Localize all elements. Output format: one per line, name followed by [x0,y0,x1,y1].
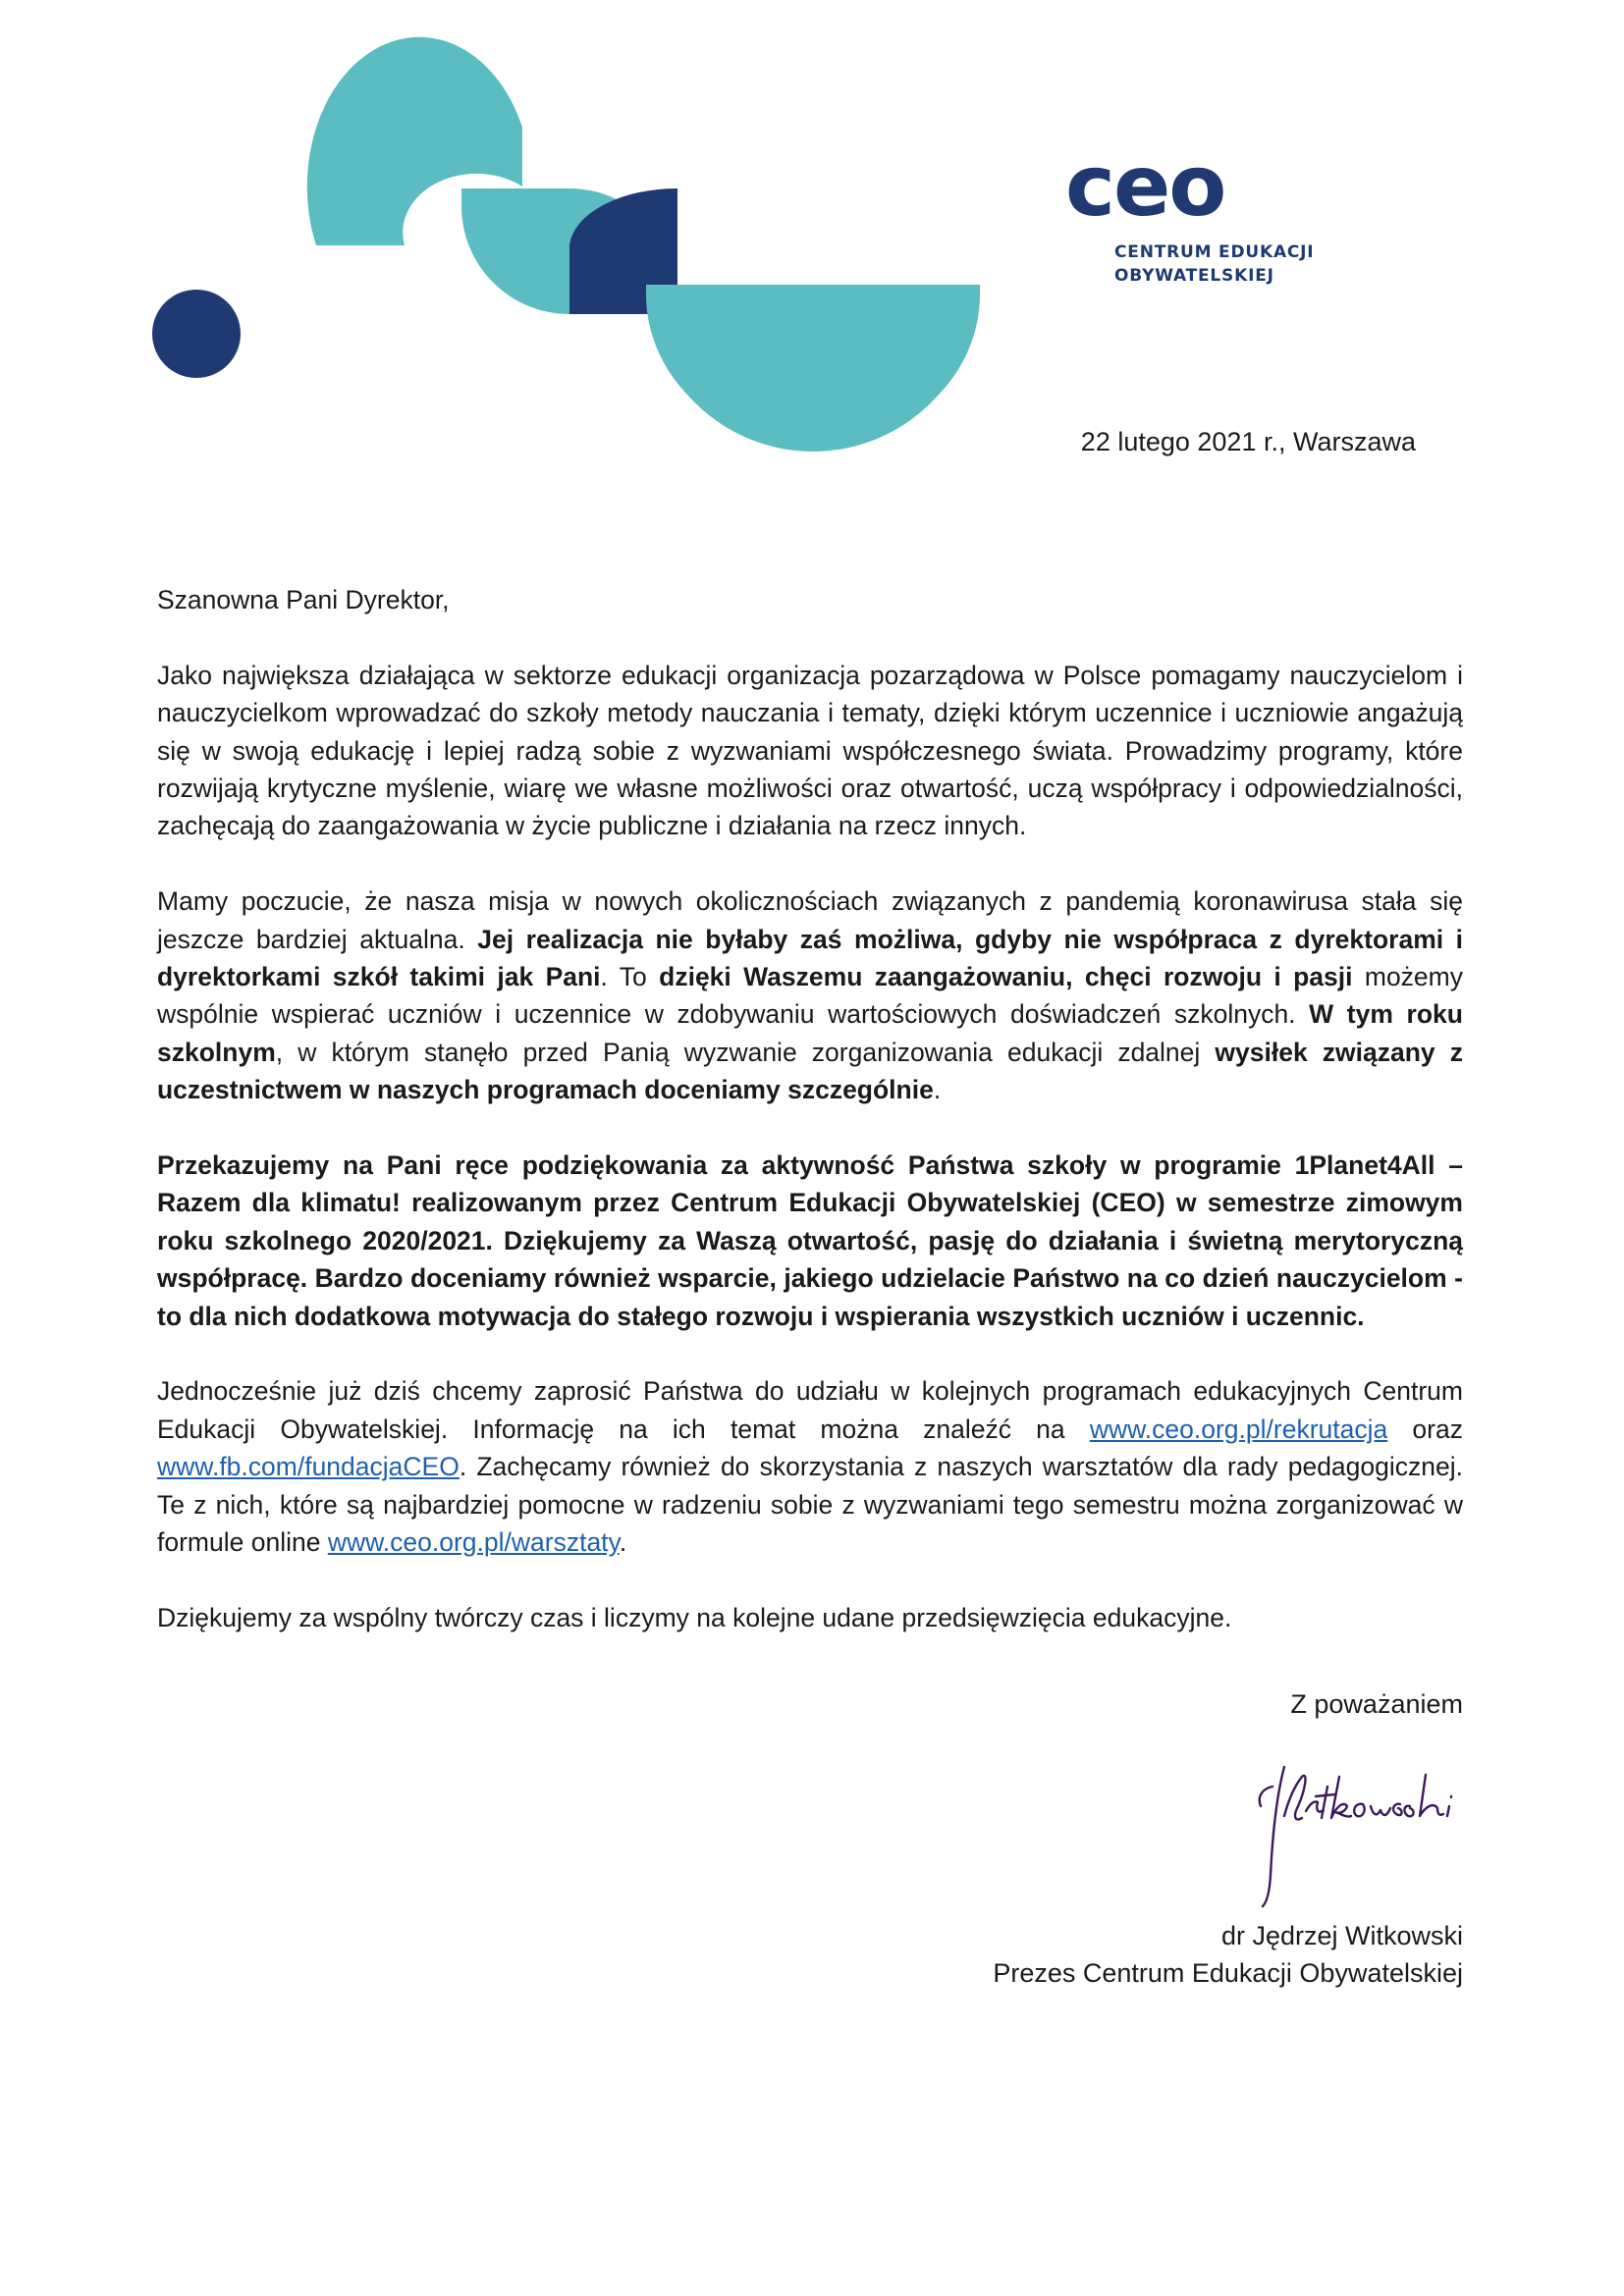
link-warsztaty[interactable]: www.ceo.org.pl/warsztaty [327,1527,620,1558]
signer-block [993,1917,1463,1993]
paragraph-2-bold-1: Jej realizacja nie byłaby zaś możliwa, gdyby nie współpraca z dyrektorami i dyrektorkami szkół takimi jak Pani [157,924,1464,992]
paragraph-4-text-2: oraz [1387,1414,1463,1444]
handwritten-signature [1237,1728,1483,1914]
paragraph-2-text-4: , w którym stanęło przed Panią wyzwanie zorganizowania edukacji zdalnej [275,1037,1216,1067]
paragraph-2-text-5: . [933,1075,942,1105]
paragraph-3 [157,1147,1463,1335]
ceo-logo [1065,152,1360,290]
svg-text:JWitkowski: JWitkowski [1237,1728,1242,1729]
link-rekrutacja[interactable]: www.ceo.org.pl/rekrutacja [1089,1414,1388,1444]
paragraph-5: Dziękujemy za wspólny twórczy czas i liczymy na kolejne udane przedsięwzięcia edukacyjne. [157,1602,1232,1632]
paragraph-2-text-3: możemy wspólnie wspierać uczniów i uczennice w zdobywaniu wartościowych doświadczeń szkolnych. [157,962,1463,1030]
logo-line-2: OBYWATELSKIEJ [1114,266,1274,286]
salutation: Szanowna Pani Dyrektor, [157,585,450,614]
ceo-logo-word [1065,152,1262,231]
paragraph-2-bold-4: wysiłek związany z uczestnictwem w naszych programach doceniamy szczególnie [157,1037,1463,1105]
closing: Z poważaniem [1290,1689,1463,1719]
paragraph-2-text-2: . To [600,962,660,992]
paragraph-2-bold-2: dzięki Waszemu zaangażowaniu, chęci rozwoju i pasji [659,962,1353,992]
decorative-shapes [0,0,1001,452]
paragraph-4-text-1: Jednocześnie już dziś chcemy zaprosić Państwa do udziału w kolejnych programach edukacyjnych Centrum Edukacji Obywatelskiej. Informację na ich temat można znaleźć na [157,1376,1463,1444]
logo-line-1: CENTRUM EDUKACJI [1114,242,1315,262]
paragraph-4-text-4: . [619,1527,627,1558]
paragraph-1: Jako największa działająca w sektorze edukacji organizacja pozarządowa w Polsce pomagamy nauczycielom i nauczycielkom wprowadzać do szkoły metody nauczania i tematy, dzięki którym uczennice i uczniowie angażują się w swoją edukację i lepiej radzą sobie z wyzwaniami współczesnego świata. Prowadzimy programy, które rozwijają krytyczne myślenie, wiarę we własne możliwości oraz otwartość, uczą współpracy i odpowiedzialności, zachęcają do zaangażowania w życie publiczne i działania na rzecz innych. [157,660,1463,841]
svg-text:ceo: ceo [1065,152,1225,231]
signer-title: Prezes Centrum Edukacji Obywatelskiej [993,1958,1463,1989]
paragraph-4-text-3: . Zachęcamy również do skorzystania z naszych warsztatów dla rady pedagogicznej. Te z nich, które są najbardziej pomocne w radzeniu sobie z wyzwaniami tego semestru można zorganizować w formule online [157,1452,1463,1558]
paragraph-2 [157,882,1463,1108]
paragraph-3-bold: Przekazujemy na Pani ręce podziękowania za aktywność Państwa szkoły w programie 1Planet4All – Razem dla klimatu! realizowanym przez Centrum Edukacji Obywatelskiej (CEO) w semestrze zimowym roku szkolnego 2020/2021. Dziękujemy za Waszą otwartość, pasję do działania i świetną merytoryczną współpracę. Bardzo doceniamy również wsparcie, jakiego udzielacie Państwo na co dzień nauczycielom - to dla nich dodatkowa motywacja do stałego rozwoju i wspierania wszystkich uczniów i uczennic. [157,1150,1463,1331]
paragraph-2-text-1: Mamy poczucie, że nasza misja w nowych okolicznościach związanych z pandemią koronawirusa stała się jeszcze bardziej aktualna. [157,886,1463,954]
navy-circle-shape [152,290,241,378]
paragraph-4 [157,1372,1463,1561]
letter-date: 22 lutego 2021 r., Warszawa [1080,427,1416,456]
signer-name: dr Jędrzej Witkowski [1220,1921,1463,1950]
paragraph-2-bold-3: W tym roku szkolnym [157,999,1463,1067]
letter-body [157,581,1463,1675]
link-fb-fundacja[interactable]: www.fb.com/fundacjaCEO [157,1452,460,1482]
